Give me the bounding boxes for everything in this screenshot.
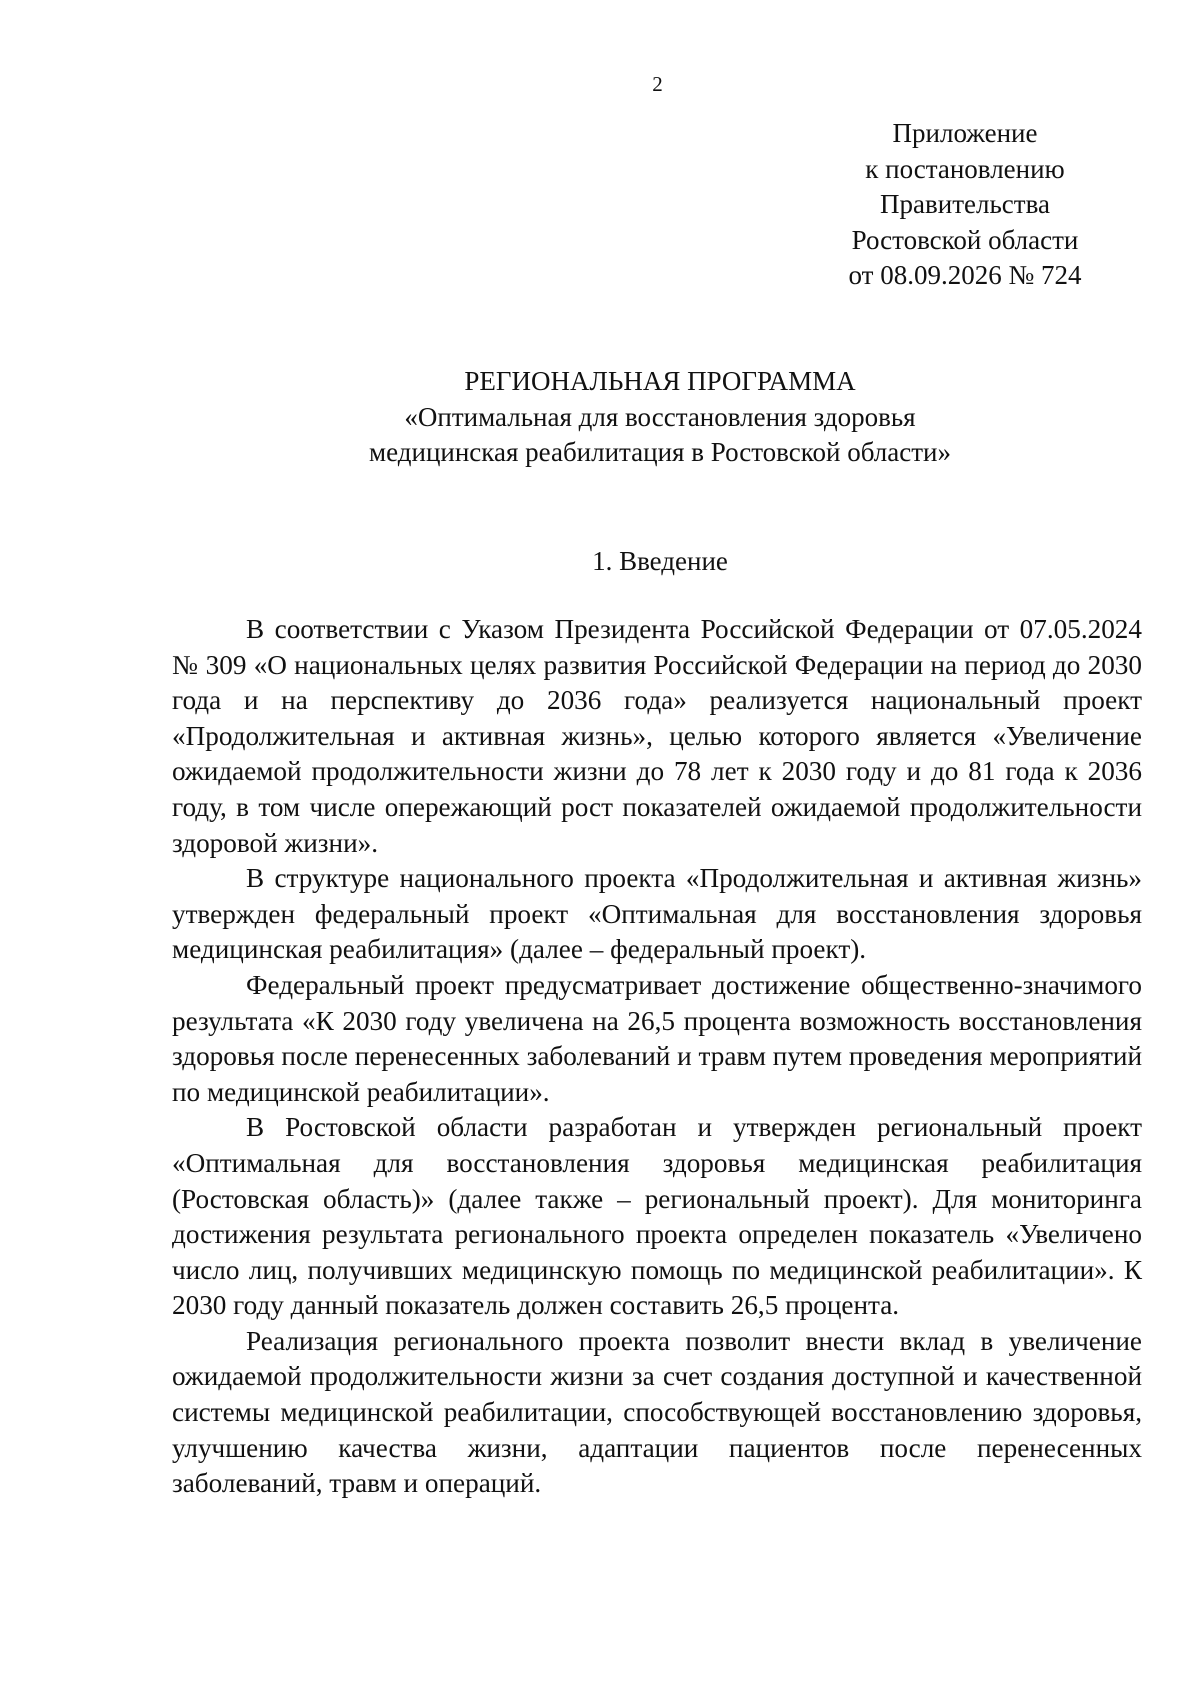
paragraph: В структуре национального проекта «Продолжительная и активная жизнь» утвержден федеральный проект «Оптимальная для восстановления здоровья медицинская реабилитация» (далее – федеральный проект).: [172, 863, 1142, 965]
section-heading: 1. Введение: [592, 546, 728, 576]
program-title-line: медицинская реабилитация в Ростовской области»: [369, 437, 951, 467]
annex-line: Приложение: [892, 118, 1038, 148]
annex-line: Ростовской области: [851, 224, 1079, 255]
paragraph: Федеральный проект предусматривает достижение общественно-значимого результата «К 2030 году увеличена на 26,5 процента возможность восстановления здоровья после перенесенных заболеваний и травм путем проведения мероприятий по медицинской реабилитации».: [172, 969, 1142, 1107]
page-number: 2: [652, 72, 663, 96]
annex-date-number: от 08.09.2026 № 724: [848, 260, 1082, 290]
paragraph: Реализация регионального проекта позволит внести вклад в увеличение ожидаемой продолжительности жизни за счет создания доступной и качественной системы медицинской реабилитации, способствующей восстановлению здоровья, улучшению качества жизни, адаптации пациентов после перенесенных заболеваний, травм и операций.: [172, 1325, 1142, 1499]
section-body: [172, 612, 1142, 1502]
annex-line: Правительства: [880, 189, 1050, 219]
annex-block: [800, 116, 1130, 294]
paragraph: В соответствии с Указом Президента Российской Федерации от 07.05.2024 № 309 «О национальных целях развития Российской Федерации на период до 2030 года и на перспективу до 2036 года» реализуется национальный проект «Продолжительная и активная жизнь», целью которого является «Увеличение ожидаемой продолжительности жизни до 78 лет к 2030 году и до 81 года к 2036 году, в том числе опережающий рост показателей ожидаемой продолжительности здоровой жизни».: [172, 614, 1142, 858]
paragraph: В Ростовской области разработан и утвержден региональный проект «Оптимальная для восстановления здоровья медицинская реабилитация (Ростовская область)» (далее также – региональный проект). Для мониторинга достижения результата регионального проекта определен показатель «Увеличено число лиц, получивших медицинскую помощь по медицинской реабилитации». К 2030 году данный показатель должен составить 26,5 процента.: [172, 1112, 1142, 1321]
annex-line: к постановлению: [865, 153, 1065, 184]
program-title-line: РЕГИОНАЛЬНАЯ ПРОГРАММА: [464, 366, 856, 396]
program-title: [172, 364, 1148, 471]
program-title-line: «Оптимальная для восстановления здоровья: [404, 401, 916, 432]
